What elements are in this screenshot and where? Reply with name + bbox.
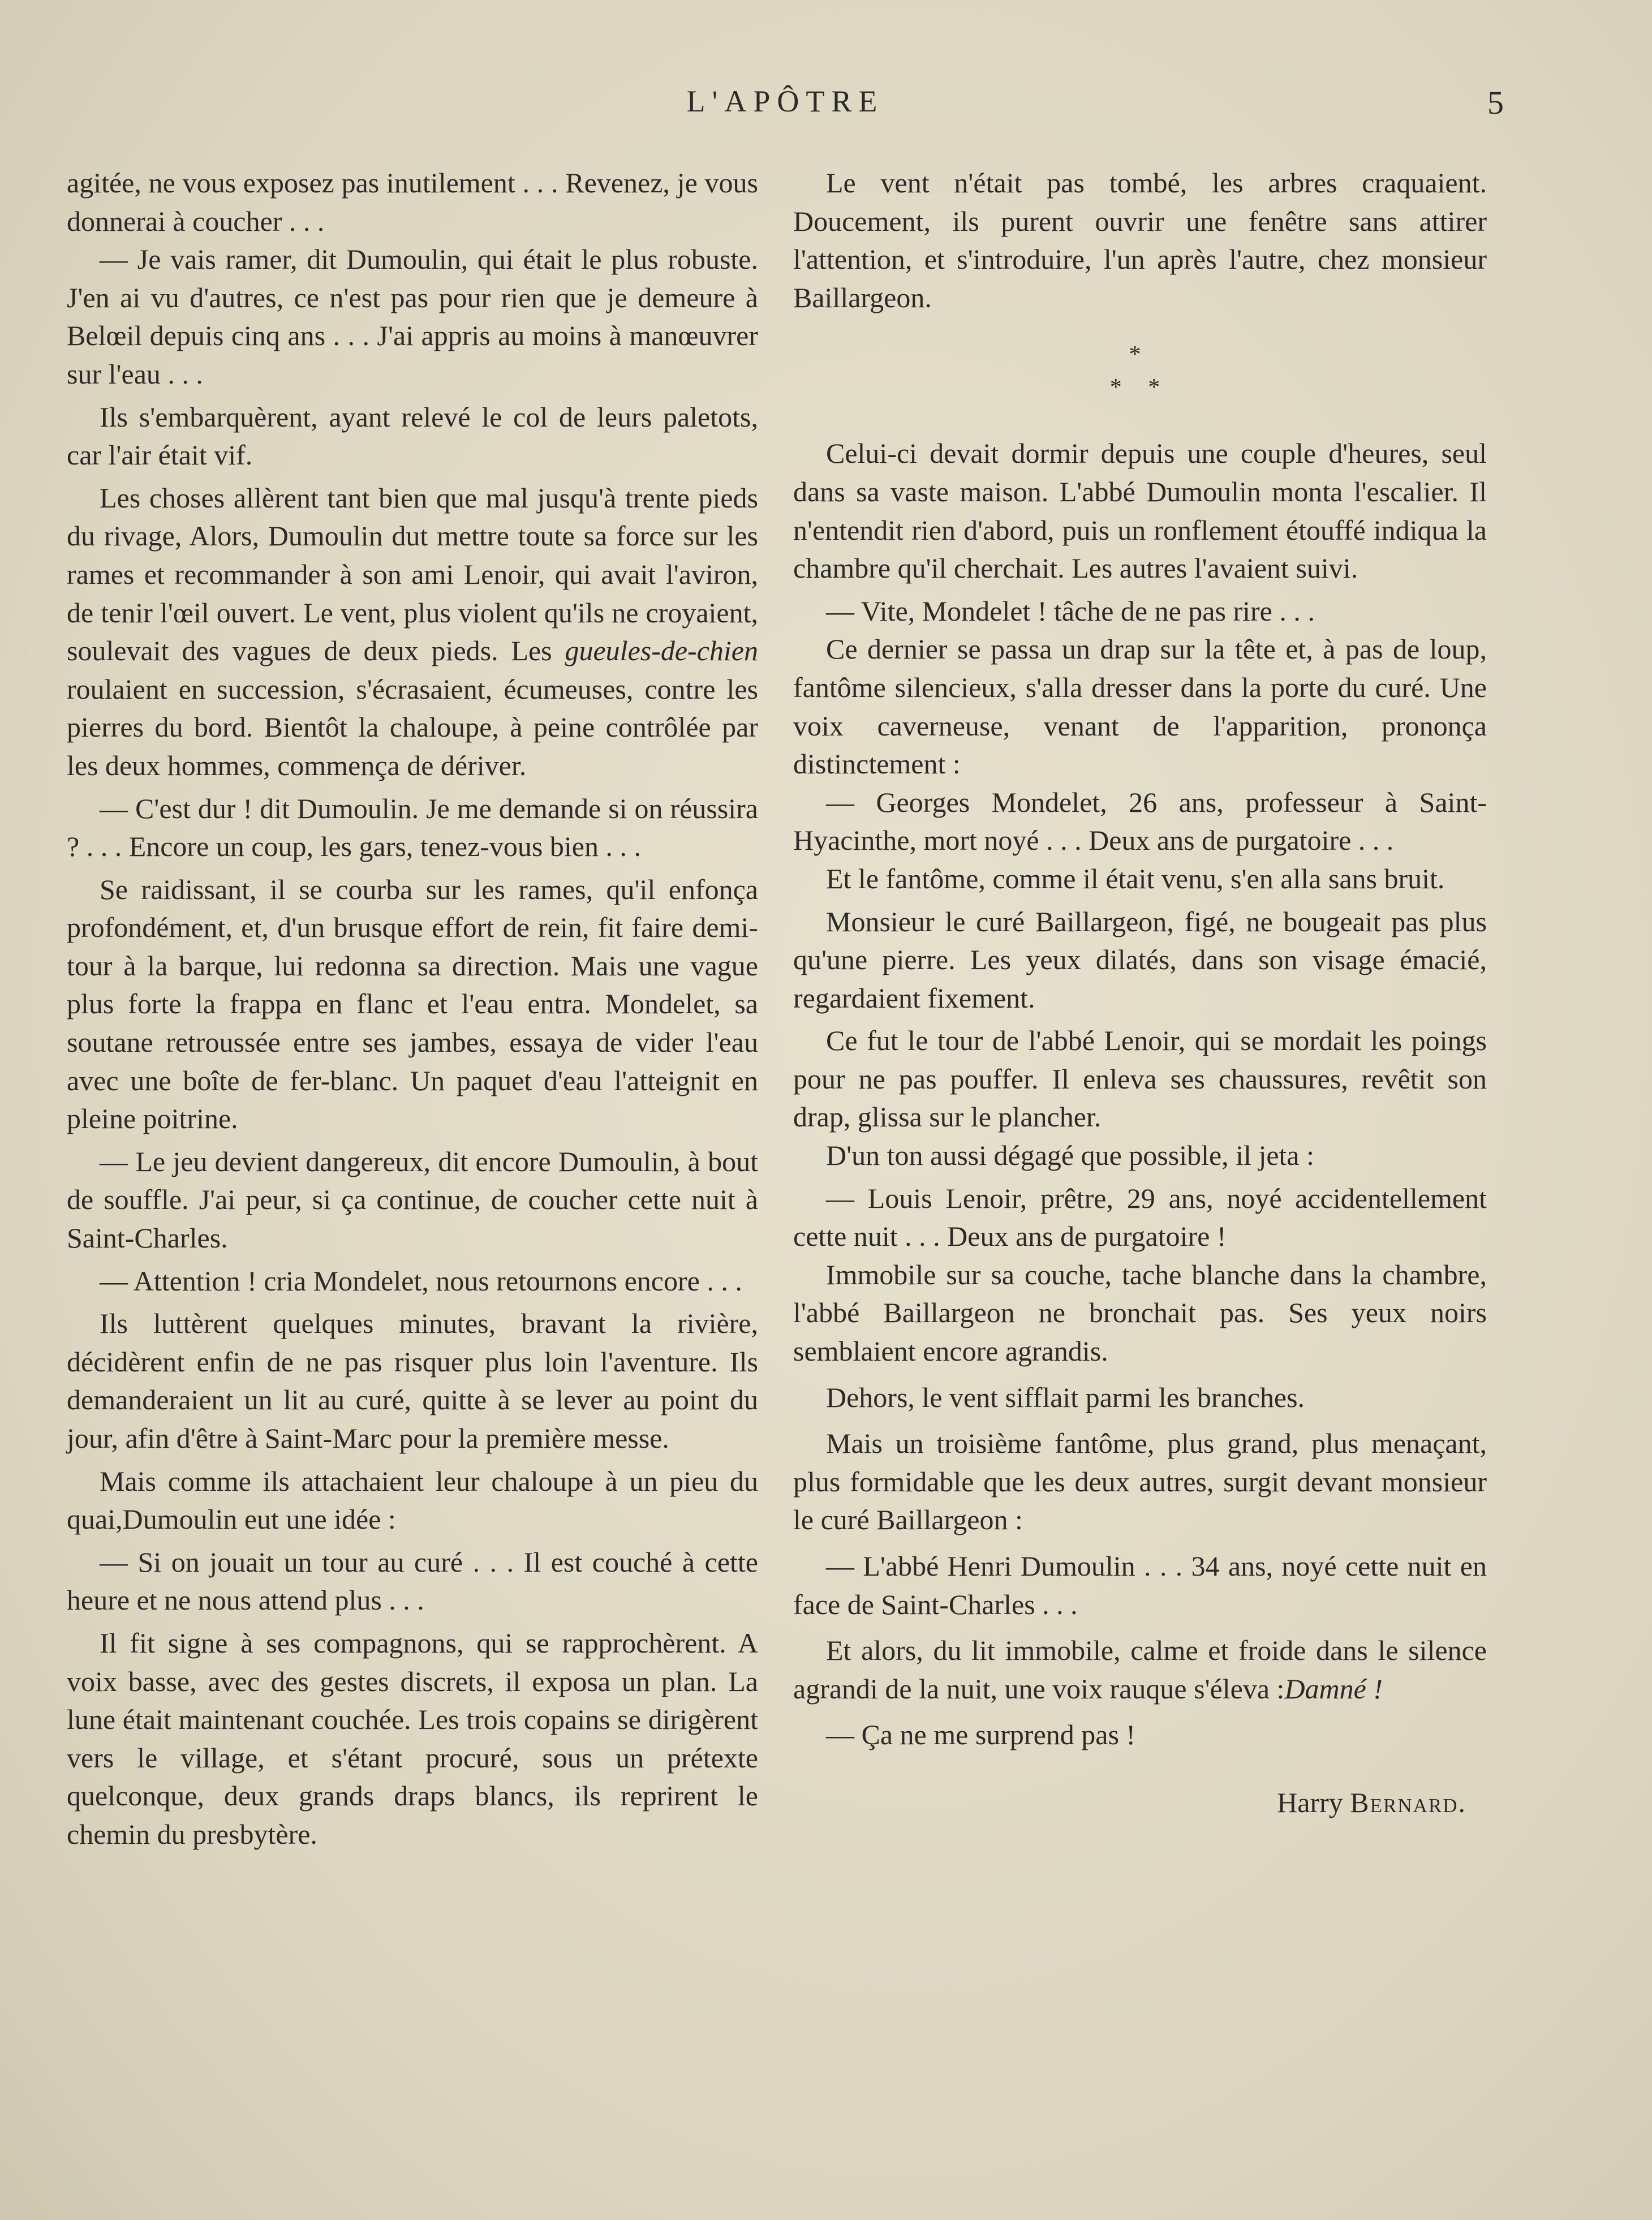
asterism-top: * <box>1129 342 1151 368</box>
paragraph: — C'est dur ! dit Dumoulin. Je me demande si on réussira ? . . . Encore un coup, les gars, tenez-vous bien . . . <box>67 792 758 863</box>
paragraph: — L'abbé Henri Dumoulin . . . 34 ans, noyé cette nuit en face de Saint-Charles . . . <box>793 1550 1487 1620</box>
paragraph: Il fit signe à ses compagnons, qui se rapprochèrent. A voix basse, avec des gestes discrets, il exposa un plan. La lune était maintenant couchée. Les trois copains se dirigèrent vers le village, et s'étant procuré, sous un prétexte quelconque, deux grands draps blancs, ils reprirent le chemin du presbytère. <box>67 1627 758 1850</box>
paragraph-text: Et alors, du lit immobile, calme et froide dans le silence agrandi de la nuit, une voix rauque s'éleva : <box>793 1634 1487 1705</box>
left-column <box>67 164 758 1854</box>
paragraph: — Georges Mondelet, 26 ans, professeur à Saint-Hyacinthe, mort noyé . . . Deux ans de purgatoire . . . <box>793 786 1487 857</box>
paragraph <box>67 479 758 785</box>
page-number: 5 <box>1487 84 1504 121</box>
paragraph: — Si on jouait un tour au curé . . . Il est couché à cette heure et ne nous attend plus . . . <box>67 1546 758 1616</box>
paragraph: — Je vais ramer, dit Dumoulin, qui était le plus robuste. J'en ai vu d'autres, ce n'est pas pour rien que je demeure à Belœil depuis cinq ans . . . J'ai appris au moins à manœuvrer sur l'eau . . . <box>67 243 758 390</box>
paragraph: Mais comme ils attachaient leur chaloupe à un pieu du quai,Dumoulin eut une idée : <box>67 1465 758 1535</box>
paragraph: — Louis Lenoir, prêtre, 29 ans, noyé accidentellement cette nuit . . . Deux ans de purgatoire ! <box>793 1182 1487 1253</box>
paragraph: Se raidissant, il se courba sur les rames, qu'il enfonça profondément, et, d'un brusque effort de rein, fit faire demi-tour à la barque, lui redonna sa direction. Mais une vague plus forte la frappa en flanc et l'eau entra. Mondelet, sa soutane retroussée entre ses jambes, essaya de vider l'eau avec une boîte de fer-blanc. Un paquet d'eau l'atteignit en pleine poitrine. <box>67 873 758 1135</box>
paragraph: agitée, ne vous exposez pas inutilement . . . Revenez, je vous donnerai à coucher . . . <box>67 167 758 237</box>
paragraph: Mais un troisième fantôme, plus grand, plus menaçant, plus formidable que les deux autres, surgit devant monsieur le curé Baillargeon : <box>793 1427 1487 1536</box>
paragraph: Le vent n'était pas tombé, les arbres craquaient. Doucement, ils purent ouvrir une fenêtre sans attirer l'attention, et s'introduire, l'un après l'autre, chez monsieur Baillargeon. <box>793 167 1487 313</box>
paragraph: Immobile sur sa couche, tache blanche dans la chambre, l'abbé Baillargeon ne bronchait pas. Ses yeux noirs semblaient encore agrandis. <box>793 1258 1487 1367</box>
author-first-name: Harry <box>1277 1786 1343 1818</box>
paragraph: Ce dernier se passa un drap sur la tête et, à pas de loup, fantôme silencieux, s'alla dresser dans la porte du curé. Une voix caverneuse, venant de l'apparition, prononça distinctement : <box>793 633 1487 780</box>
paragraph-text: roulaient en succession, s'écrasaient, écumeuses, contre les pierres du bord. Bientôt la chaloupe, à peine contrôlée par les deux hommes, commença de dériver. <box>67 673 758 781</box>
paragraph <box>793 1632 1487 1708</box>
page-header <box>67 84 1504 129</box>
paragraph-text: Les choses allèrent tant bien que mal jusqu'à trente pieds du rivage, Alors, Dumoulin dut mettre toute sa force sur les rames et recommander à son ami Lenoir, qui avait l'aviron, de tenir l'œil ouvert. Le vent, plus violent qu'ils ne croyaient, soulevait des vagues de deux pieds. Les <box>67 481 758 667</box>
asterism-bottom: * * <box>1109 375 1171 401</box>
paragraph: Celui-ci devait dormir depuis une couple d'heures, seul dans sa vaste maison. L'abbé Dumoulin monta l'escalier. Il n'entendit rien d'abord, puis un ronflement étouffé indiqua la chambre qu'il cherchait. Les autres l'avaient suivi. <box>793 437 1487 584</box>
paragraph: — Ça ne me surprend pas ! <box>826 1719 1136 1751</box>
paragraph: Ce fut le tour de l'abbé Lenoir, qui se mordait les poings pour ne pas pouffer. Il enleva ses chaussures, revêtit son drap, glissa sur le plancher. <box>793 1025 1487 1133</box>
paragraph: Ils luttèrent quelques minutes, bravant la rivière, décidèrent enfin de ne pas risquer plus loin l'aventure. Ils demanderaient un lit au curé, quitte à se lever au point du jour, afin d'être à Saint-Marc pour la première messe. <box>67 1307 758 1454</box>
paragraph: — Vite, Mondelet ! tâche de ne pas rire . . . <box>826 595 1315 627</box>
paragraph: Et le fantôme, comme il était venu, s'en alla sans bruit. <box>826 862 1445 894</box>
author-signature <box>793 1784 1487 1822</box>
paragraph: Dehors, le vent sifflait parmi les branches. <box>826 1381 1305 1413</box>
author-last-name: Bernard. <box>1350 1786 1466 1818</box>
paragraph: Monsieur le curé Baillargeon, figé, ne bougeait pas plus qu'une pierre. Les yeux dilatés, dans son visage émacié, regardaient fixement. <box>793 905 1487 1014</box>
section-break <box>793 338 1487 404</box>
paragraph: Ils s'embarquèrent, ayant relevé le col de leurs paletots, car l'air était vif. <box>67 401 758 471</box>
running-title: L'APÔTRE <box>686 84 884 118</box>
paragraph: D'un ton aussi dégagé que possible, il jeta : <box>826 1139 1315 1172</box>
italic-phrase: gueules-de-chien <box>565 635 758 667</box>
paragraph: — Attention ! cria Mondelet, nous retournons encore . . . <box>100 1264 742 1297</box>
right-column <box>793 164 1487 1822</box>
italic-phrase: Damné ! <box>1284 1672 1383 1705</box>
paragraph: — Le jeu devient dangereux, dit encore Dumoulin, à bout de souffle. J'ai peur, si ça continue, de coucher cette nuit à Saint-Charles. <box>67 1145 758 1254</box>
